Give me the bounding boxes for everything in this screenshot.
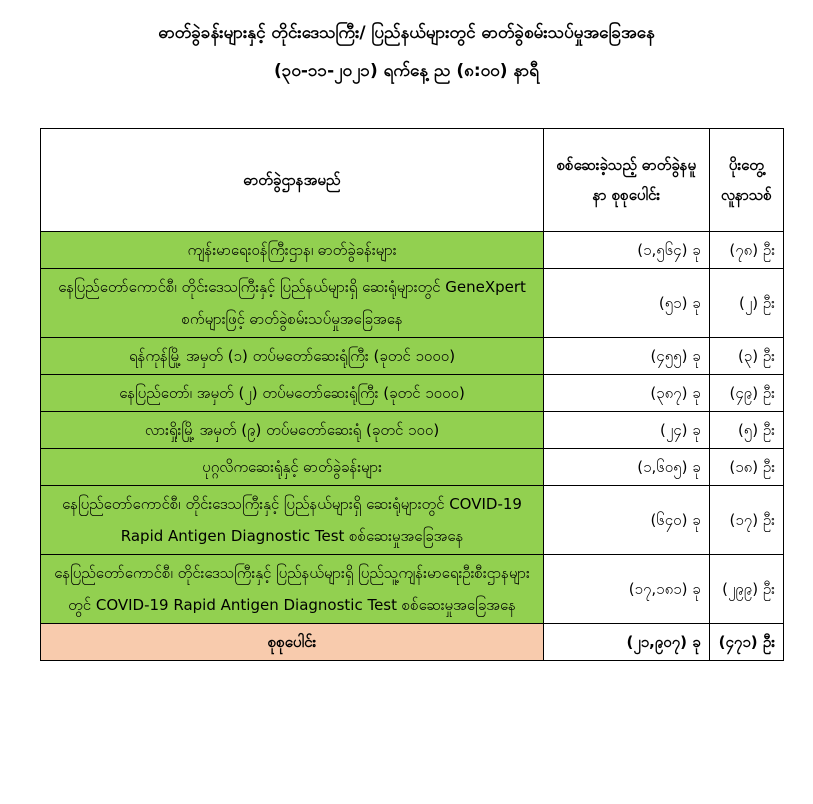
table-row [41,412,784,449]
table-header-row [41,129,784,232]
header-new-positive: ပိုးတွေ့ လူနာသစ် [709,129,783,232]
row-positive: (၇၈) ဦး [709,232,783,269]
row-lab-name: နေပြည်တော်၊ အမှတ် (၂) တပ်မတော်ဆေးရုံကြီး (ခုတင် ၁၀၀၀) [41,375,544,412]
header-total-tests: စစ်ဆေးခဲ့သည့် ဓာတ်ခွဲနမူနာ စုစုပေါင်း [544,129,710,232]
row-lab-name: နေပြည်တော်ကောင်စီ၊ တိုင်းဒေသကြီးနှင့် ပြည်နယ်များရှိ ဆေးရုံများတွင် GeneXpert စက်များဖြင့် ဓာတ်ခွဲစမ်းသပ်မှုအခြေအနေ [41,269,544,338]
table-row [41,449,784,486]
total-positive: (၄၇၁) ဦး [709,624,783,661]
table-row [41,555,784,624]
row-positive: (၅) ဦး [709,412,783,449]
table-row [41,375,784,412]
row-lab-name: ပုဂ္ဂလိကဆေးရုံနှင့် ဓာတ်ခွဲခန်းများ [41,449,544,486]
report-title: ဓာတ်ခွဲခန်းများနှင့် တိုင်းဒေသကြီး/ ပြည်နယ်များတွင် ဓာတ်ခွဲစမ်းသပ်မှုအခြေအနေ [158,23,655,43]
total-label: စုစုပေါင်း [41,624,544,661]
row-tests: (၁၇,၁၈၁) ခု [544,555,710,624]
row-lab-name: ရန်ကုန်မြို့ အမှတ် (၁) တပ်မတော်ဆေးရုံကြီး (ခုတင် ၁၀၀၀) [41,338,544,375]
row-positive: (၁၇) ဦး [709,486,783,555]
row-tests: (၁,၅၆၄) ခု [544,232,710,269]
row-tests: (၃၈၇) ခု [544,375,710,412]
testing-table [40,128,784,661]
row-tests: (၁,၆၀၅) ခု [544,449,710,486]
row-tests: (၄၅၅) ခု [544,338,710,375]
row-lab-name: လားရှိုးမြို့ အမှတ် (၉) တပ်မတော်ဆေးရုံ (ခုတင် ၁၀၀) [41,412,544,449]
row-positive: (၃) ဦး [709,338,783,375]
row-positive: (၁၈) ဦး [709,449,783,486]
row-lab-name: နေပြည်တော်ကောင်စီ၊ တိုင်းဒေသကြီးနှင့် ပြည်နယ်များရှိ ပြည်သူ့ကျန်းမာရေးဦးစီးဌာနများတွင် COVID-19 Rapid Antigen Diagnostic Test စစ်ဆေးမှုအခြေအနေ [41,555,544,624]
header-lab-name: ဓာတ်ခွဲဌာနအမည် [41,129,544,232]
row-positive: (၄၉) ဦး [709,375,783,412]
row-lab-name: နေပြည်တော်ကောင်စီ၊ တိုင်းဒေသကြီးနှင့် ပြည်နယ်များရှိ ဆေးရုံများတွင် COVID-19 Rapid Antigen Diagnostic Test စစ်ဆေးမှုအခြေအနေ [41,486,544,555]
row-positive: (၂၉၉) ဦး [709,555,783,624]
table-total-row [41,624,784,661]
table-row [41,486,784,555]
table-row [41,338,784,375]
row-tests: (၆၄၀) ခု [544,486,710,555]
table-row [41,232,784,269]
total-tests: (၂၁,၉၀၇) ခု [544,624,710,661]
row-tests: (၂၄) ခု [544,412,710,449]
report-date: (၃၀-၁၁-၂၀၂၁) ရက်နေ့ ည (၈:၀၀) နာရီ [274,61,539,81]
row-positive: (၂) ဦး [709,269,783,338]
row-lab-name: ကျန်းမာရေးဝန်ကြီးဌာန၊ ဓာတ်ခွဲခန်းများ [41,232,544,269]
row-tests: (၅၁) ခု [544,269,710,338]
table-row [41,269,784,338]
